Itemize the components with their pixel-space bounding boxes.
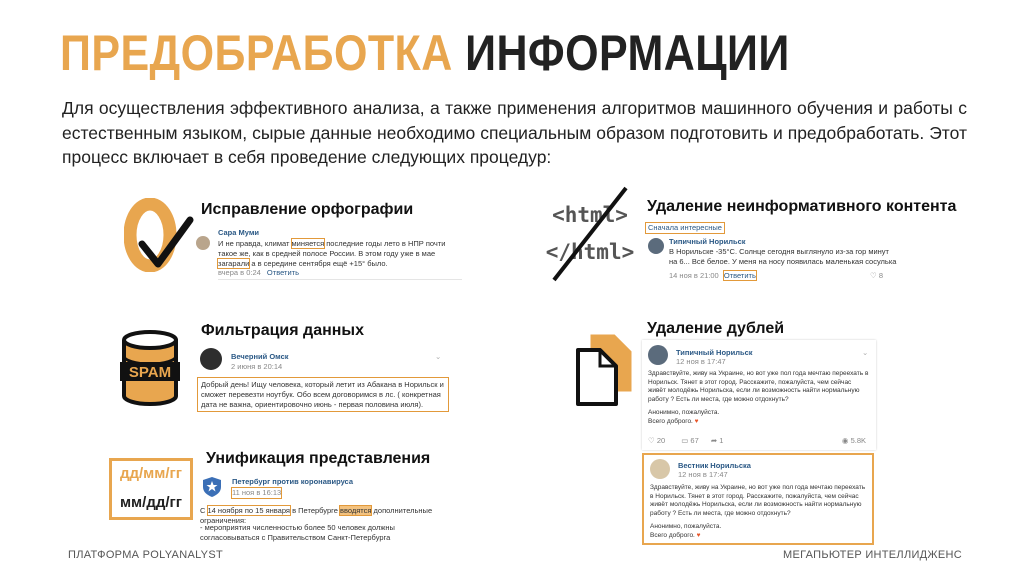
typo-highlight: миняется (291, 239, 325, 248)
comment-meta (218, 268, 299, 278)
avatar (200, 348, 222, 370)
sort-selector[interactable]: Сначала интересные (648, 223, 722, 232)
filter-title: Фильтрация данных (201, 322, 364, 339)
post-text: Здравствуйте, живу на Украине, но вот уже пол года мечтаю переехать в Норильск. Тянет в этот город. Расскажите, пожалуйста, чем сейчас живёт молодёжь Норильска, если ли возможность найти нормальную работу ? Есть ли места, где можно отдохнуть? (648, 370, 869, 403)
comments-count: 67 (690, 436, 699, 445)
avatar (650, 459, 670, 479)
post-date: 2 июня в 20:14 (231, 362, 283, 371)
comment-meta (669, 271, 756, 281)
dup-post-duplicate (642, 453, 874, 545)
html-close-tag: </html> (545, 240, 635, 264)
word-highlight: вводятся (339, 506, 372, 515)
noise-title: Удаление неинформативного контента (647, 198, 957, 215)
heart-icon: ♡ (870, 271, 877, 280)
avatar (648, 238, 664, 254)
title-accent: ПРЕДОБРАБОТКА (60, 25, 453, 81)
format-label: дд/мм/гг (119, 465, 183, 482)
spelling-title: Исправление орфографии (201, 201, 414, 218)
post-text: Добрый день! Ищу человека, который летит из Абакана в Норильск и сможет перевезти ноутбук. Обо всем договоримся в лс. ( конкретная дата не важна, ориентировочно июнь - первая половина июля). (197, 377, 449, 412)
dup-post-original (642, 340, 876, 450)
comment-button[interactable]: ▭ 67 (681, 436, 699, 445)
documents-icon (574, 334, 634, 406)
heart-icon: ♥ (694, 418, 699, 425)
post-actions (648, 436, 870, 446)
post-author[interactable]: Вестник Норильска (678, 461, 751, 470)
post-date: 11 ноя в 16:13 (232, 488, 282, 497)
spelling-icon (124, 198, 194, 272)
likes-count: 8 (878, 271, 883, 280)
sign-text: Всего доброго. (648, 418, 693, 425)
noise-post (645, 222, 900, 284)
reply-link[interactable]: Ответить (723, 271, 756, 280)
comment-text (218, 239, 462, 269)
views-counter: ◉ 5.8K (841, 436, 866, 445)
avatar (648, 345, 668, 365)
typo-highlight: загарали (218, 259, 250, 268)
spam-label: SPAM (128, 364, 172, 381)
html-open-tag: <html> (552, 203, 628, 227)
like-button[interactable]: ♡ 20 (648, 436, 666, 445)
spam-icon (120, 330, 180, 406)
text-part: дополнительные ограничения: (200, 506, 433, 525)
text-part: а в середине сентября ещё +15° было. (249, 259, 388, 268)
views-count: 5.8K (850, 436, 866, 445)
share-button[interactable]: ➦ 1 (710, 436, 724, 445)
post-sign (648, 417, 699, 427)
chevron-down-icon[interactable]: ⌄ (435, 352, 442, 361)
reply-link[interactable]: Ответить (266, 268, 299, 277)
post-date: 12 ноя в 17:47 (676, 357, 726, 366)
unify-post (200, 474, 450, 542)
comment-author[interactable]: Типичный Норильск (669, 237, 746, 246)
text-part: последние годы лето в НПР почти такое же, как в средней полосе России. В этом году уже в мае (218, 239, 446, 258)
unify-title: Унификация представления (206, 450, 431, 467)
filter-post (197, 346, 451, 414)
post-text: Здравствуйте, живу на Украине, но вот уже пол года мечтаю переехать в Норильск. Тянет в этот город. Расскажите, пожалуйста, чем сейчас живёт молодёжь Норильска, если ли возможность найти нормальную работу ? Есть ли места, где можно отдохнуть? (650, 484, 866, 517)
post-sign: Анонимно, пожалуйста. (648, 409, 720, 416)
chevron-down-icon[interactable]: ⌄ (862, 348, 869, 357)
comment-date: 14 ноя в 21:00 (669, 271, 719, 280)
footer-right: МЕГАПЬЮТЕР ИНТЕЛЛИДЖЕНС (783, 549, 962, 561)
comment-text: В Норильске -35°C. Солнце сегодня выглянуло из-за гор минут на 6... Всё белое. У меня на носу появилась маленькая сосулька (669, 247, 897, 266)
date-format-icon (109, 458, 193, 520)
post-date: 12 ноя в 17:47 (678, 470, 728, 479)
spelling-post (196, 228, 464, 280)
intro-text: Для осуществления эффективного анализа, а также применения алгоритмов машинного обучения и работы с естественным языком, сырые данные необходимо специальным образом подготовить и предобработать. Этот процесс включает в себя проведение следующих процедур: (62, 98, 967, 167)
heart-icon: ♥ (696, 532, 701, 539)
avatar (196, 236, 210, 250)
text-part: И не правда, климат (218, 239, 292, 248)
shield-icon (202, 476, 222, 498)
format-label: мм/дд/гг (119, 494, 183, 511)
date-highlight: 14 ноября по 15 января (207, 506, 290, 515)
post-sign: Анонимно, пожалуйста. (650, 523, 722, 530)
post-text-2: - мероприятия численностью более 50 человек должны согласовываться с Правительством Санкт-Петербурга (200, 523, 395, 542)
html-icon (540, 186, 640, 284)
divider (218, 279, 462, 280)
sign-text: Всего доброго. (650, 532, 695, 539)
post-author[interactable]: Петербург против коронавируса (232, 477, 353, 486)
title-main: ИНФОРМАЦИИ (465, 25, 790, 81)
likes-count: 20 (656, 436, 666, 445)
footer-left: ПЛАТФОРМА POLYANALYST (68, 549, 223, 561)
likes-counter[interactable] (870, 271, 883, 281)
post-author[interactable]: Типичный Норильск (676, 348, 753, 357)
comment-date: вчера в 0:24 (218, 268, 261, 277)
comment-author[interactable]: Сара Муми (218, 228, 259, 237)
post-sign (650, 531, 701, 541)
dups-title: Удаление дублей (647, 320, 785, 337)
page-title (60, 22, 790, 84)
text-part: С (200, 506, 208, 515)
text-part: в Петербурге (290, 506, 340, 515)
shares-count: 1 (719, 436, 724, 445)
post-author[interactable]: Вечерний Омск (231, 352, 289, 361)
